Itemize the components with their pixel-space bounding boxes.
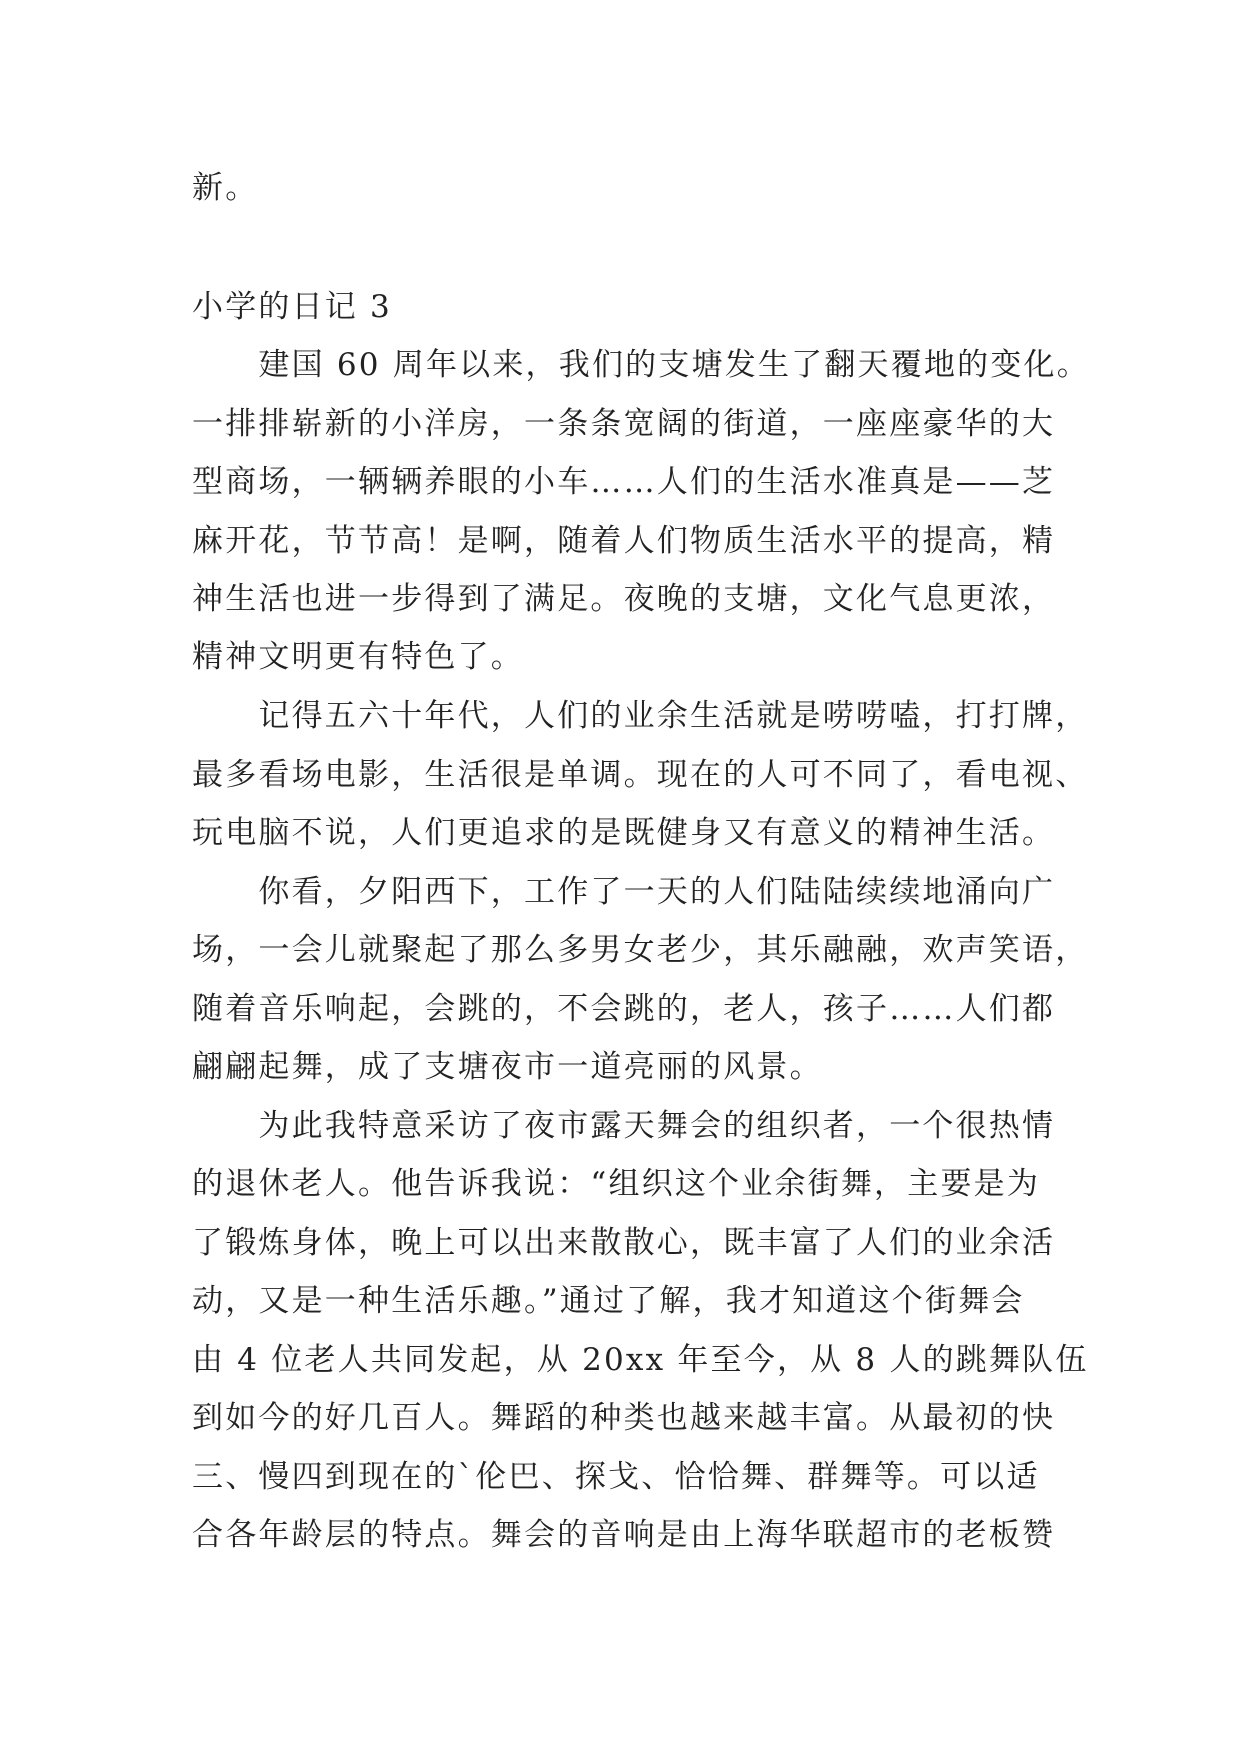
text-line: 翩翩起舞，成了支塘夜市一道亮丽的风景。 (192, 1049, 823, 1085)
text-line: 了锻炼身体，晚上可以出来散散心，既丰富了人们的业余活 (192, 1225, 1056, 1261)
text-line: 三、慢四到现在的`伦巴、探戈、恰恰舞、群舞等。可以适 (192, 1459, 1040, 1495)
text-line: 为此我特意采访了夜市露天舞会的组织者，一个很热情 (192, 1108, 1056, 1144)
text-line: 合各年龄层的特点。舞会的音响是由上海华联超市的老板赞 (192, 1517, 1056, 1553)
text-line: 一排排崭新的小洋房，一条条宽阔的街道，一座座豪华的大 (192, 406, 1056, 442)
text-line: 精神文明更有特色了。 (192, 639, 524, 675)
text-line: 神生活也进一步得到了满足。夜晚的支塘，文化气息更浓， (192, 581, 1056, 617)
text-line: 麻开花，节节高！是啊，随着人们物质生活水平的提高，精 (192, 523, 1056, 559)
section-heading: 小学的日记 3 (192, 289, 392, 325)
text-line: 由 4 位老人共同发起，从 20xx 年至今，从 8 人的跳舞队伍 (192, 1342, 1089, 1378)
text-line: 场，一会儿就聚起了那么多男女老少，其乐融融，欢声笑语， (192, 932, 1089, 968)
text-line: 最多看场电影，生活很是单调。现在的人可不同了，看电视、 (192, 757, 1089, 793)
text-line: 到如今的好几百人。舞蹈的种类也越来越丰富。从最初的快 (192, 1400, 1056, 1436)
text-line: 建国 60 周年以来，我们的支塘发生了翻天覆地的变化。 (192, 347, 1090, 383)
text-line: 记得五六十年代，人们的业余生活就是唠唠嗑，打打牌， (192, 698, 1089, 734)
text-line: 动，又是一种生活乐趣。”通过了解，我才知道这个街舞会 (192, 1283, 1025, 1319)
text-line: 玩电脑不说，人们更追求的是既健身又有意义的精神生活。 (192, 815, 1056, 851)
text-line: 你看，夕阳西下，工作了一天的人们陆陆续续地涌向广 (192, 874, 1056, 910)
text-line: 的退休老人。他告诉我说：“组织这个业余街舞，主要是为 (192, 1166, 1041, 1202)
text-line: 新。 (192, 170, 259, 206)
text-line: 随着音乐响起，会跳的，不会跳的，老人，孩子……人们都 (192, 991, 1056, 1027)
text-line: 型商场，一辆辆养眼的小车……人们的生活水准真是——芝 (192, 464, 1056, 500)
